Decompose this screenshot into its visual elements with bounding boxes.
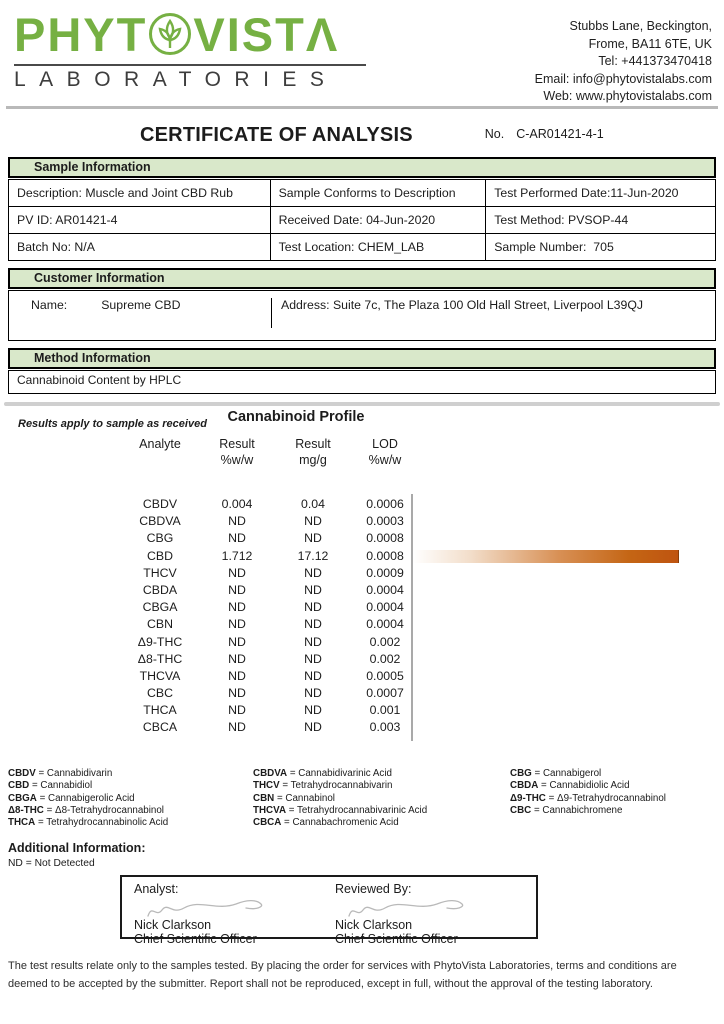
analyte-name: CBG — [146, 531, 174, 546]
test-method: Test Method: PVSOP-44 — [486, 207, 716, 234]
footer-disclaimer — [8, 958, 716, 993]
table-row — [9, 180, 716, 207]
analyte-lod: 0.001 — [369, 703, 401, 718]
analyte-result-pct: 0.004 — [221, 497, 253, 511]
analyte-lod: 0.0004 — [366, 600, 404, 615]
analyte-lod: 0.0009 — [366, 565, 404, 580]
additional-information-section — [8, 841, 716, 869]
analyte-result-pct: 1.712 — [221, 548, 253, 563]
table-row — [9, 234, 716, 261]
cbd-result-bar — [413, 550, 679, 563]
header-rule — [6, 106, 718, 109]
analyst-name: Nick Clarkson — [134, 918, 212, 933]
reviewer-title: Chief Scientific Officer — [335, 932, 458, 947]
signature-box — [120, 875, 538, 947]
analyte-result-mgg: ND — [304, 634, 322, 649]
legend-item: CBD = Cannabidiol — [8, 780, 93, 792]
customer-name-value: Supreme CBD — [101, 298, 181, 312]
column-header-analyte: Analyte — [139, 437, 181, 451]
analyte-lod: 0.0003 — [366, 514, 404, 529]
analyst-signature-block — [134, 882, 335, 947]
analyte-result-mgg: ND — [304, 617, 322, 632]
legend-column — [253, 768, 510, 829]
analyte-name: THCVA — [139, 668, 181, 683]
analyte-result-mgg: ND — [304, 720, 322, 735]
analyte-name: THCV — [143, 565, 177, 580]
contact-line-email: Email: info@phytovistalabs.com — [534, 71, 712, 86]
analyte-result-pct: ND — [228, 617, 246, 632]
logo-text-left: PHYT — [14, 8, 148, 61]
sample-information-table — [8, 179, 716, 261]
analyte-lod: 0.0007 — [366, 686, 404, 701]
legend-item: CBN = Cannabinol — [253, 792, 335, 804]
certificate-number — [485, 127, 604, 141]
legend-item: CBG = Cannabigerol — [510, 768, 602, 779]
sample-description: Description: Muscle and Joint CBD Rub — [9, 180, 271, 207]
analyte-lod: 0.0008 — [366, 548, 404, 563]
customer-information-box — [8, 290, 716, 341]
sample-information-heading: Sample Information — [8, 157, 716, 178]
customer-name-label: Name: — [31, 298, 68, 312]
table-row — [9, 207, 716, 234]
lab-contact-info — [535, 10, 712, 104]
sample-number: Sample Number: 705 — [486, 234, 716, 261]
header — [8, 0, 716, 104]
analyte-result-mgg: ND — [304, 600, 322, 615]
logo-divider — [14, 64, 366, 66]
title-row — [8, 124, 716, 150]
legend-item: THCA = Tetrahydrocannabinolic Acid — [8, 817, 169, 829]
sample-conformity: Sample Conforms to Description — [270, 180, 486, 207]
analyst-title: Chief Scientific Officer — [134, 932, 257, 947]
batch-no: Batch No: N/A — [9, 234, 271, 261]
method-name: Cannabinoid Content by HPLC — [8, 370, 716, 394]
method-information-heading: Method Information — [8, 348, 716, 369]
legend-item: CBCA = Cannabachromenic Acid — [253, 817, 399, 829]
legend-column — [510, 768, 716, 829]
contact-line: Stubbs Lane, Beckington, — [569, 19, 712, 33]
analyte-name: CBDV — [142, 497, 178, 511]
sample-information-section — [8, 157, 716, 261]
table-vertical-divider — [411, 494, 413, 741]
logo-text-right: VISTΛ — [193, 8, 340, 61]
page-title: CERTIFICATE OF ANALYSIS — [140, 124, 413, 146]
test-performed-date: Test Performed Date:11-Jun-2020 — [486, 180, 716, 207]
analyte-result-pct: ND — [228, 582, 246, 597]
analyte-lod: 0.0004 — [366, 617, 404, 632]
analyte-result-mgg: ND — [304, 514, 322, 529]
phytovista-logo — [14, 10, 366, 104]
pv-id: PV ID: AR01421-4 — [9, 207, 271, 234]
analyte-lod: 0.0008 — [366, 531, 404, 546]
analyte-name: CBCA — [142, 720, 178, 735]
analyte-name: THCA — [143, 703, 177, 718]
nd-definition: ND = Not Detected — [8, 858, 95, 870]
analyte-name: CBGA — [142, 600, 178, 615]
analyte-name-column — [138, 496, 182, 737]
analyte-result-mgg: ND — [304, 582, 322, 597]
analyte-result-mgg: ND — [304, 651, 322, 666]
method-information-section — [8, 348, 716, 394]
analyte-lod: 0.0006 — [366, 497, 404, 511]
legend-item: CBDVA = Cannabidivarinic Acid — [253, 768, 392, 779]
legend-item: CBGA = Cannabigerolic Acid — [8, 792, 135, 804]
analyte-lod: 0.002 — [369, 651, 401, 666]
results-note: Results apply to sample as received — [18, 418, 207, 430]
analyte-name: CBD — [147, 548, 173, 563]
analyte-result-pct: ND — [228, 514, 246, 529]
analyte-result-mgg: ND — [304, 686, 322, 701]
logo-subtitle: LABORATORIES — [14, 68, 338, 91]
logo-wordmark — [14, 10, 366, 60]
certificate-number-value: C-AR01421-4-1 — [516, 127, 604, 141]
received-date: Received Date: 04-Jun-2020 — [270, 207, 486, 234]
reviewer-name: Nick Clarkson — [335, 918, 413, 933]
contact-line-web: Web: www.phytovistalabs.com — [543, 89, 712, 103]
analyte-result-pct: ND — [228, 565, 246, 580]
analyte-result-mgg: ND — [304, 531, 322, 546]
analyte-lod: 0.0004 — [366, 582, 404, 597]
analyte-name: CBN — [147, 617, 173, 632]
column-header-result-mgg: Result mg/g — [295, 437, 331, 467]
analyte-result-pct: ND — [228, 668, 246, 683]
abbreviation-legend — [8, 768, 716, 829]
analyte-name: Δ8-THC — [137, 651, 183, 666]
legend-item: THCV = Tetrahydrocannabivarin — [253, 780, 393, 792]
disclaimer-line: deemed to be accepted by the submitter. Report shall not be reproduced, except in full, without the approval of the testing laboratory. — [8, 977, 653, 990]
legend-item: CBDV = Cannabidivarin — [8, 768, 113, 779]
lod-column — [366, 496, 404, 737]
analyte-result-pct: ND — [228, 720, 246, 735]
test-location: Test Location: CHEM_LAB — [270, 234, 486, 261]
column-header-result-pct: Result %w/w — [219, 437, 255, 467]
profile-title: Cannabinoid Profile — [227, 409, 365, 425]
legend-item: Δ8-THC = Δ8-Tetrahydrocannabinol — [8, 804, 164, 816]
leaf-logo-icon — [149, 13, 191, 55]
analyte-name: CBDVA — [139, 514, 181, 529]
analyte-result-mgg: ND — [304, 668, 322, 683]
analyte-result-pct: ND — [228, 703, 246, 718]
analyte-lod: 0.0005 — [366, 668, 404, 683]
legend-item: THCVA = Tetrahydrocannabivarinic Acid — [253, 804, 428, 816]
reviewer-signature-block — [335, 882, 536, 947]
legend-column — [8, 768, 253, 829]
analyte-name: CBC — [147, 686, 173, 701]
legend-item: Δ9-THC = Δ9-Tetrahydrocannabinol — [510, 792, 666, 804]
analyst-label: Analyst: — [134, 882, 179, 897]
analyte-result-mgg: 17.12 — [297, 548, 329, 563]
analyte-result-pct: ND — [228, 531, 246, 546]
column-header-lod: LOD %w/w — [368, 437, 402, 467]
analyte-result-mgg: ND — [304, 703, 322, 718]
cannabinoid-profile-section — [0, 406, 724, 748]
disclaimer-line: The test results relate only to the samples tested. By placing the order for services with PhytoVista Laboratories, terms and conditions are — [8, 960, 677, 972]
analyte-result-pct: ND — [228, 634, 246, 649]
legend-item: CBC = Cannabichromene — [510, 804, 623, 816]
contact-line: Tel: +441373470418 — [598, 54, 712, 68]
analyte-result-pct: ND — [228, 686, 246, 701]
legend-item: CBDA = Cannabidiolic Acid — [510, 780, 630, 792]
customer-name — [9, 298, 271, 328]
result-pct-column — [222, 496, 253, 737]
customer-information-heading: Customer Information — [8, 268, 716, 289]
additional-information-heading: Additional Information: — [8, 841, 146, 856]
customer-address: Address: Suite 7c, The Plaza 100 Old Hall Street, Liverpool L39QJ — [271, 298, 643, 328]
analyte-name: CBDA — [142, 582, 178, 597]
contact-line: Frome, BA11 6TE, UK — [588, 36, 712, 51]
analyte-result-mgg: 0.04 — [301, 497, 325, 511]
result-mgg-column — [298, 496, 329, 737]
analyte-lod: 0.003 — [369, 720, 401, 735]
customer-information-section — [8, 268, 716, 341]
analyte-result-pct: ND — [228, 651, 246, 666]
analyte-name: Δ9-THC — [137, 634, 183, 649]
analyte-result-pct: ND — [228, 600, 246, 615]
analyte-result-mgg: ND — [304, 565, 322, 580]
analyte-lod: 0.002 — [369, 634, 401, 649]
reviewed-by-label: Reviewed By: — [335, 882, 412, 897]
certificate-number-label: No. — [484, 127, 505, 141]
